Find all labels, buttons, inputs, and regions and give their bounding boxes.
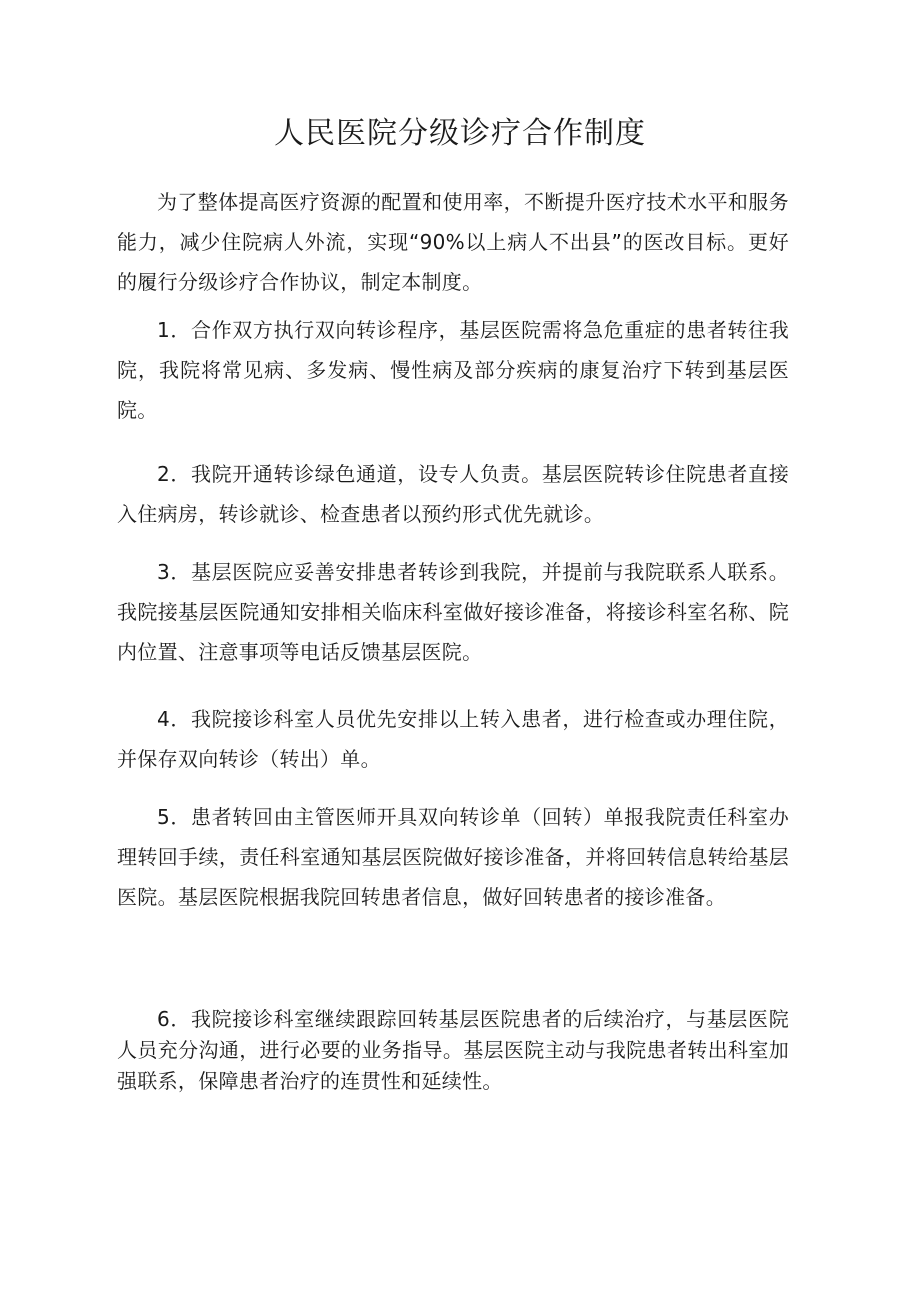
clause-5: 5．患者转回由主管医师开具双向转诊单（回转）单报我院责任科室办理转回手续，责任科室通知基层医院做好接诊准备，并将回转信息转给基层医院。基层医院根据我院回转患者信息，做好回转患者的接诊准备。 — [117, 805, 789, 909]
clause-2: 2．我院开通转诊绿色通道，设专人负责。基层医院转诊住院患者直接入住病房，转诊就诊、检查患者以预约形式优先就诊。 — [117, 462, 789, 526]
clause-1: 1．合作双方执行双向转诊程序，基层医院需将急危重症的患者转往我院，我院将常见病、多发病、慢性病及部分疾病的康复治疗下转到基层医院。 — [117, 318, 789, 422]
clause-4: 4．我院接诊科室人员优先安排以上转入患者，进行检查或办理住院，并保存双向转诊（转出）单。 — [117, 707, 789, 771]
document-title: 人民医院分级诊疗合作制度 — [274, 116, 646, 151]
clause-6: 6．我院接诊科室继续跟踪回转基层医院患者的后续治疗，与基层医院人员充分沟通，进行必要的业务指导。基层医院主动与我院患者转出科室加强联系，保障患者治疗的连贯性和延续性。 — [117, 1007, 789, 1093]
intro-paragraph: 为了整体提高医疗资源的配置和使用率，不断提升医疗技术水平和服务能力，减少住院病人外流，实现“90%以上病人不出县”的医改目标。更好的履行分级诊疗合作协议，制定本制度。 — [117, 190, 789, 294]
clause-3: 3．基层医院应妥善安排患者转诊到我院，并提前与我院联系人联系。我院接基层医院通知安排相关临床科室做好接诊准备，将接诊科室名称、院内位置、注意事项等电话反馈基层医院。 — [117, 560, 789, 664]
